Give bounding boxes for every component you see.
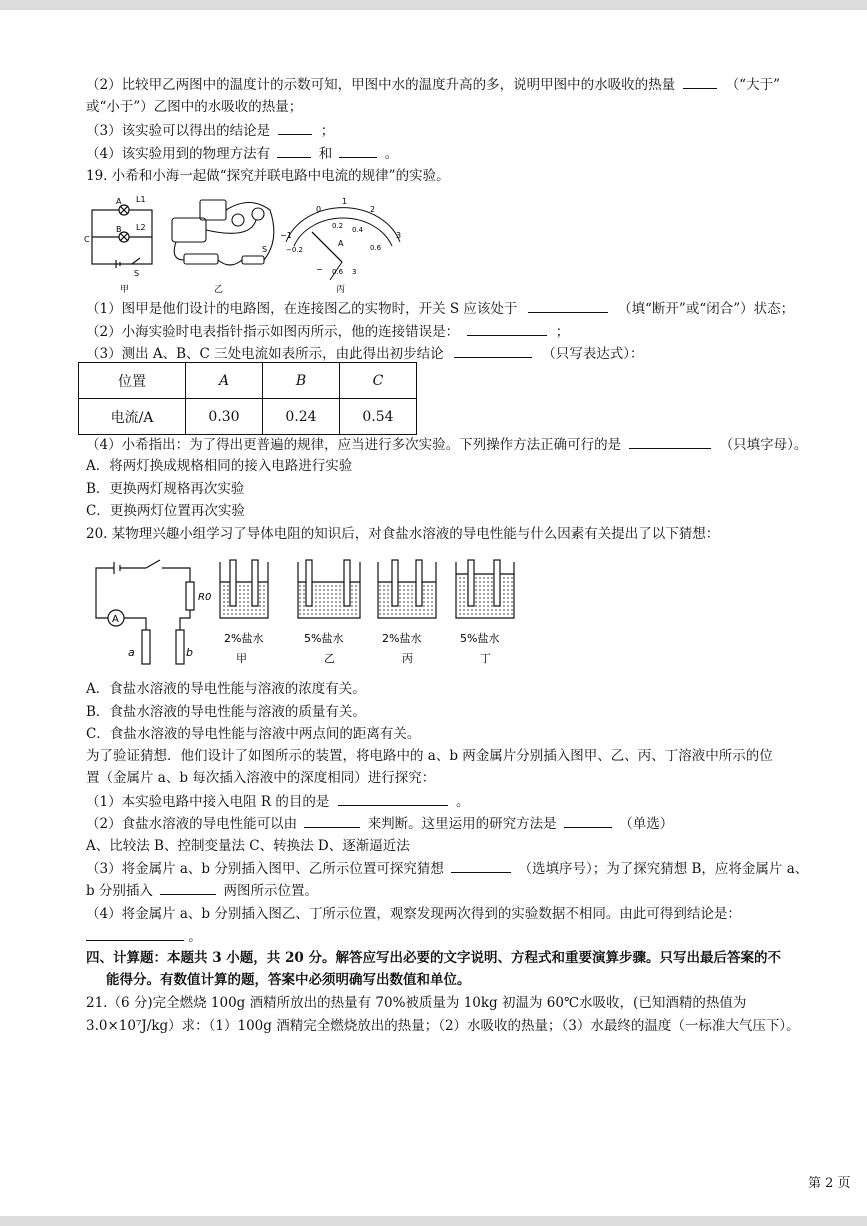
table-header-cell: C <box>340 363 417 399</box>
meter-top-1: 1 <box>342 197 348 206</box>
label-L1: L1 <box>136 195 146 204</box>
table-cell: 电流/A <box>79 399 186 435</box>
q20-part2: （2）食盐水溶液的导电性能可以由 来判断。这里运用的研究方法是 （单选） <box>86 813 856 834</box>
q20-verify-line1: 为了验证猜想．他们设计了如图所示的装置，将电路中的 a、b 两金属片分别插入图甲、乙、丙、丁溶液中所示的位 <box>86 748 773 764</box>
q20-part4-line2: 。 <box>86 926 856 947</box>
meter-neg-top: −1 <box>280 231 292 240</box>
scan-top-band <box>0 0 867 10</box>
table-cell: 0.54 <box>340 399 417 435</box>
q19-part2: （2）小海实验时电表指针指示如图丙所示，他的连接错误是： ； <box>86 321 856 342</box>
table-cell: 0.30 <box>186 399 263 435</box>
meter-terminal-neg: − <box>316 265 323 274</box>
label-C: C <box>84 235 90 244</box>
meter-bottom-04: 0.4 <box>352 226 364 234</box>
q20-blank-purpose[interactable] <box>338 791 448 806</box>
q20-hypothesis-b: B．食盐水溶液的导电性能与溶液的质量有关。 <box>86 704 366 720</box>
meter-bottom-02: 0.2 <box>332 222 344 230</box>
q20-blank-method[interactable] <box>564 813 612 828</box>
beaker-jia-name: 甲 <box>236 652 247 665</box>
circuit-diagram-jia <box>92 205 152 268</box>
electrode-b-label: b <box>186 646 193 659</box>
electrode-a-label: a <box>128 646 135 659</box>
q20-blank-conclusion[interactable] <box>86 926 184 941</box>
q18-blank-compare[interactable] <box>683 74 717 89</box>
table-header-cell: 位置 <box>79 363 186 399</box>
q20-verify-line2: 置（金属片 a、b 每次插入溶液中的深度相同）进行探究： <box>86 770 436 786</box>
table-header-cell: A <box>186 363 263 399</box>
label-B: B <box>116 225 122 234</box>
meter-bottom-06: 0.6 <box>370 244 382 252</box>
q19-blank-option[interactable] <box>629 434 711 449</box>
section4-heading-line2: 能得分。有数值计算的题，答案中必须明确写出数值和单位。 <box>106 972 471 988</box>
q20-circuit <box>96 560 194 664</box>
ammeter-label: A <box>112 614 119 625</box>
page-number: 第 2 页 <box>808 1176 851 1191</box>
q20-blank-figures[interactable] <box>160 880 216 895</box>
q19-circuit-figures <box>80 190 410 298</box>
q19-blank-switch[interactable] <box>528 298 608 313</box>
beaker-ding <box>456 560 514 618</box>
q20-hypothesis-a: A．食盐水溶液的导电性能与溶液的浓度有关。 <box>86 681 366 697</box>
q20-part3-line2: b 分别插入 两图所示位置。 <box>86 880 856 901</box>
meter-terminal-06: 0.6 <box>332 268 344 276</box>
q18-part3: （3）该实验可以得出的结论是 ； <box>86 120 856 141</box>
table-cell: 0.24 <box>263 399 340 435</box>
q19-current-table <box>78 362 417 435</box>
label-S-physical: S <box>262 245 268 254</box>
beaker-yi <box>298 560 360 618</box>
beaker-jia-conc: 2%盐水 <box>224 632 264 645</box>
q19-option-b: B．更换两灯规格再次实验 <box>86 481 245 497</box>
meter-neg-bottom: −0.2 <box>286 246 303 254</box>
meter-terminal-3: 3 <box>352 268 357 276</box>
beaker-bing-name: 丙 <box>402 652 413 665</box>
q20-method-options: A、比较法 B、控制变量法 C、转换法 D、逐渐逼近法 <box>86 838 410 854</box>
q20-hypothesis-c: C．食盐水溶液的导电性能与溶液中两点间的距离有关。 <box>86 726 421 742</box>
section4-heading-line1: 四、计算题：本题共 3 小题，共 20 分。解答应写出必要的文字说明、方程式和重要演算步骤。只写出最后答案的不 <box>86 950 781 966</box>
q18-blank-method2[interactable] <box>339 143 377 158</box>
fig-label-jia: 甲 <box>120 285 130 295</box>
label-A: A <box>116 197 122 206</box>
table-row <box>79 399 417 435</box>
meter-top-2: 2 <box>370 205 376 214</box>
q19-option-a: A．将两灯换成规格相同的接入电路进行实验 <box>86 458 353 474</box>
q20-blank-judge[interactable] <box>304 813 360 828</box>
q20-experiment-figure <box>86 556 526 672</box>
scan-bottom-band <box>0 1216 867 1226</box>
q19-option-c: C．更换两灯位置再次实验 <box>86 503 245 519</box>
q18-part2-line1: （2）比较甲乙两图中的温度计的示数可知，甲图中水的温度升高的多，说明甲图中的水吸收的热量 （“大于” <box>86 74 856 95</box>
table-header-cell: B <box>263 363 340 399</box>
q18-blank-method1[interactable] <box>277 143 311 158</box>
q19-intro: 19. 小希和小海一起做“探究并联电路中电流的规律”的实验。 <box>86 168 450 184</box>
beaker-ding-conc: 5%盐水 <box>460 632 500 645</box>
label-S: S <box>134 269 140 278</box>
q20-part1: （1）本实验电路中接入电阻 R 的目的是 。 <box>86 791 856 812</box>
r0-label: R0 <box>198 592 212 603</box>
q20-intro: 20. 某物理兴趣小组学习了导体电阻的知识后，对食盐水溶液的导电性能与什么因素有关提出了以下猜想： <box>86 526 720 542</box>
fig-label-bing: 丙 <box>336 285 346 295</box>
q20-part3-line1: （3）将金属片 a、b 分别插入图甲、乙所示位置可探究猜想 （选填序号）；为了探究猜想 B，应将金属片 a、 <box>86 858 856 879</box>
table-row <box>79 363 417 399</box>
beaker-yi-conc: 5%盐水 <box>304 632 344 645</box>
q19-blank-error[interactable] <box>467 321 547 336</box>
fig-label-yi: 乙 <box>214 285 224 295</box>
q21-line2: 3.0×10⁷J/kg）求：（1）100g 酒精完全燃烧放出的热量；（2）水吸收的热量；（3）水最终的温度（一标准大气压下）。 <box>86 1018 800 1034</box>
beaker-bing-conc: 2%盐水 <box>382 632 422 645</box>
beaker-yi-name: 乙 <box>324 652 335 665</box>
physical-circuit-yi <box>172 200 274 265</box>
q21-line1: 21.（6 分)完全燃烧 100g 酒精所放出的热量有 70%被质量为 10kg 初温为 60℃水吸收，(已知酒精的热值为 <box>86 995 747 1011</box>
beaker-jia <box>220 560 268 618</box>
q18-blank-conclusion[interactable] <box>278 120 312 135</box>
label-L2: L2 <box>136 223 146 232</box>
q18-part2-line2: 或“小于”）乙图中的水吸收的热量； <box>86 99 303 115</box>
beaker-bing <box>378 560 436 618</box>
meter-unit: A <box>338 239 344 248</box>
beaker-ding-name: 丁 <box>480 652 491 665</box>
q20-part4-line1: （4）将金属片 a、b 分别插入图乙、丁所示位置，观察发现两次得到的实验数据不相同。由此可得到结论是： <box>86 906 741 922</box>
q19-part4: （4）小希指出：为了得出更普遍的规律，应当进行多次实验。下列操作方法正确可行的是 （只填字母）。 <box>86 434 856 455</box>
q19-part1: （1）图甲是他们设计的电路图，在连接图乙的实物时，开关 S 应该处于 （填“断开”或“闭合”）状态； <box>86 298 856 319</box>
q19-part3: （3）测出 A、B、C 三处电流如表所示，由此得出初步结论 （只写表达式）： <box>86 343 856 364</box>
meter-top-3: 3 <box>396 231 402 240</box>
meter-top-0: 0 <box>316 205 322 214</box>
q18-part4: （4）该实验用到的物理方法有 和 。 <box>86 143 856 164</box>
q20-blank-hypothesis[interactable] <box>451 858 511 873</box>
q19-blank-expression[interactable] <box>454 343 532 358</box>
